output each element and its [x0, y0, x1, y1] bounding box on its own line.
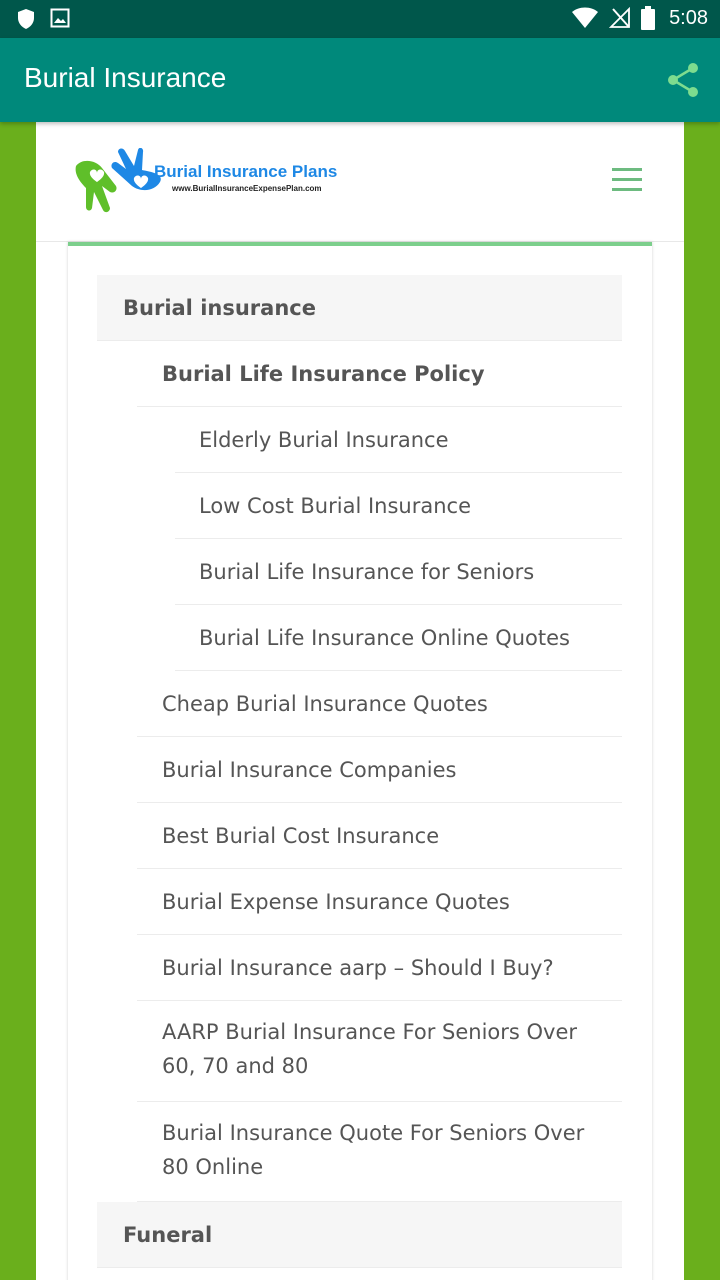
app-bar — [0, 38, 720, 122]
image-icon — [50, 8, 70, 28]
menu-item-burial-insurance-aarp[interactable]: Burial Insurance aarp – Should I Buy? — [137, 935, 622, 1001]
menu-list — [97, 275, 622, 1268]
share-icon[interactable] — [666, 62, 700, 98]
app-title: Burial Insurance — [24, 62, 227, 93]
logo-title: Burial Insurance Plans — [154, 162, 338, 181]
menu-item-burial-expense-insurance-quotes[interactable]: Burial Expense Insurance Quotes — [137, 869, 622, 935]
helping-hands-logo-icon — [72, 148, 168, 218]
web-page — [36, 122, 684, 1280]
menu-item-funeral[interactable]: Funeral — [97, 1202, 622, 1268]
menu-item-burial-life-insurance-for-seniors[interactable]: Burial Life Insurance for Seniors — [175, 539, 622, 605]
menu-item-burial-insurance[interactable]: Burial insurance — [97, 275, 622, 341]
menu-item-elderly-burial-insurance[interactable]: Elderly Burial Insurance — [175, 407, 622, 473]
status-time: 5:08 — [669, 6, 708, 29]
menu-item-burial-insurance-companies[interactable]: Burial Insurance Companies — [137, 737, 622, 803]
wifi-icon — [571, 7, 599, 29]
menu-item-low-cost-burial-insurance[interactable]: Low Cost Burial Insurance — [175, 473, 622, 539]
hamburger-menu-icon[interactable] — [612, 168, 644, 192]
menu-item-burial-life-insurance-online-quotes[interactable]: Burial Life Insurance Online Quotes — [175, 605, 622, 671]
menu-item-aarp-burial-insurance-seniors[interactable]: AARP Burial Insurance For Seniors Over 60, 70 and 80 — [137, 1001, 622, 1102]
status-bar — [0, 0, 720, 38]
navigation-menu — [68, 242, 652, 1280]
site-logo[interactable] — [72, 148, 372, 218]
battery-icon — [641, 6, 655, 30]
no-signal-icon — [609, 7, 631, 29]
menu-item-cheap-burial-insurance-quotes[interactable]: Cheap Burial Insurance Quotes — [137, 671, 622, 737]
menu-item-burial-insurance-quote-seniors-over-80[interactable]: Burial Insurance Quote For Seniors Over 80 Online — [137, 1102, 622, 1202]
menu-item-best-burial-cost-insurance[interactable]: Best Burial Cost Insurance — [137, 803, 622, 869]
logo-url: www.BurialInsuranceExpensePlan.com — [172, 184, 322, 193]
menu-item-burial-life-insurance-policy[interactable]: Burial Life Insurance Policy — [137, 341, 622, 407]
site-header — [36, 122, 684, 242]
shield-icon — [16, 8, 36, 30]
